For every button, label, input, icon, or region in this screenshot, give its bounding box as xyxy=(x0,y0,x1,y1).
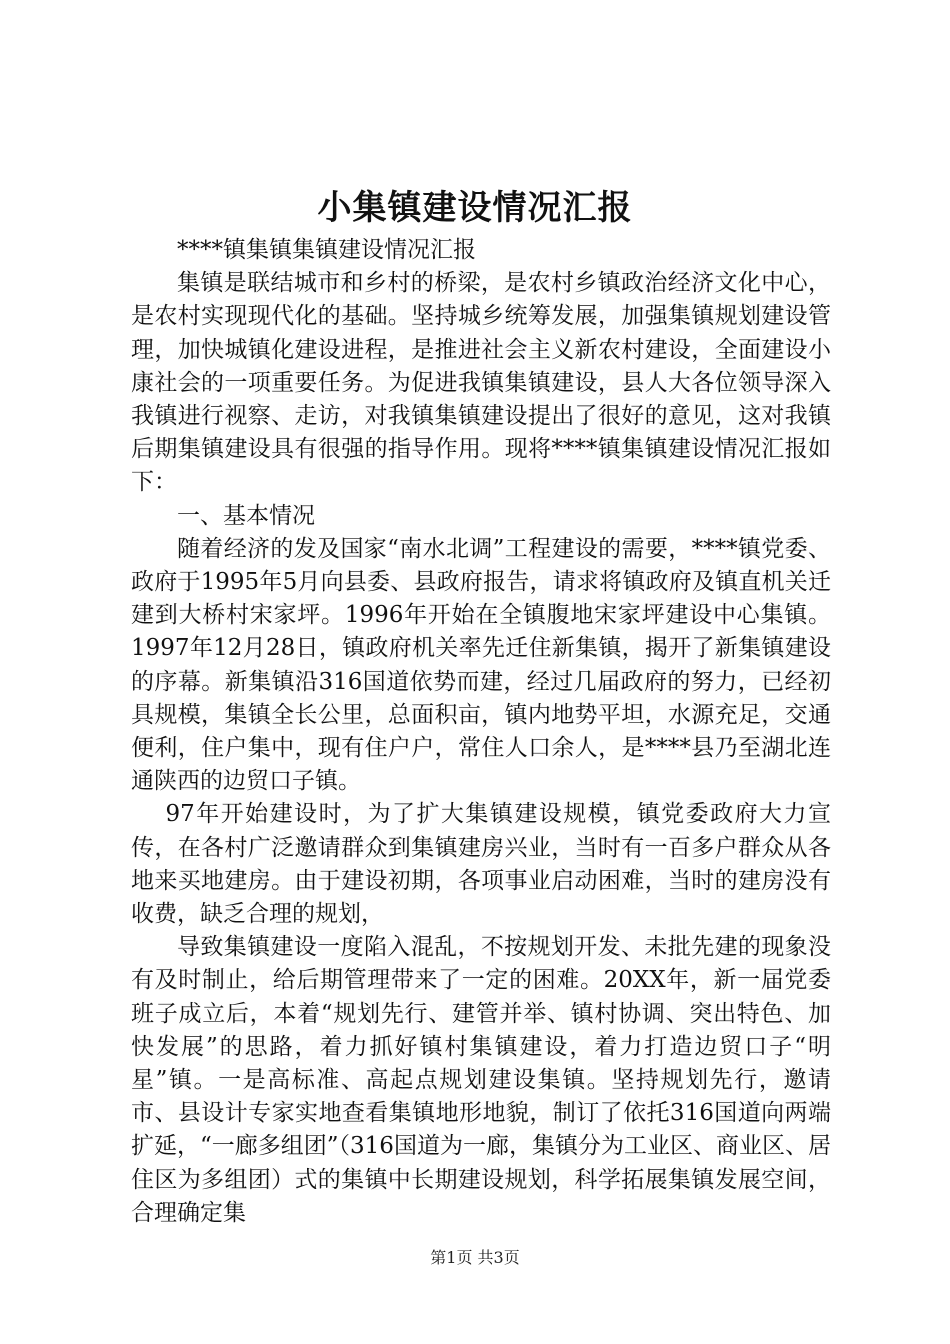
section-heading-basic: 一、基本情况 xyxy=(177,502,315,529)
document-title: 小集镇建设情况汇报 xyxy=(317,188,633,228)
paragraph-early-construction: 97年开始建设时，为了扩大集镇建设规模，镇党委政府大力宣传，在各村广泛邀请群众到集镇建房兴业，当时有一百多户群众从各地来买地建房。由于建设初期，各项事业启动困难，当时的建房没有收费，缺乏合理的规划， xyxy=(131,801,831,928)
document-body xyxy=(131,234,831,1230)
page-footer: 第1页 共3页 xyxy=(430,1248,520,1267)
paragraph-history: 随着经济的发及国家“南水北调”工程建设的需要，****镇党委、政府于1995年5月向县委、县政府报告，请求将镇政府及镇直机关迁建到大桥村宋家坪。1996年开始在全镇腹地宋家坪建设中心集镇。1997年12月28日，镇政府机关率先迁住新集镇，揭开了新集镇建设的序幕。新集镇沿316国道依势而建，经过几届政府的努力，已经初具规模，集镇全长公里，总面积亩，镇内地势平坦，水源充足，交通便利，住户集中，现有住户户，常住人口余人，是****县乃至湖北连通陕西的边贸口子镇。 xyxy=(131,535,831,795)
paragraph-intro: 集镇是联结城市和乡村的桥梁，是农村乡镇政治经济文化中心，是农村实现现代化的基础。坚持城乡统筹发展，加强集镇规划建设管理，加快城镇化建设进程，是推进社会主义新农村建设，全面建设小康社会的一项重要任务。为促进我镇集镇建设，县人大各位领导深入我镇进行视察、走访，对我镇集镇建设提出了很好的意见，这对我镇后期集镇建设具有很强的指导作用。现将****镇集镇建设情况汇报如下： xyxy=(131,270,831,496)
paragraph-planning: 导致集镇建设一度陷入混乱，不按规划开发、未批先建的现象没有及时制止，给后期管理带来了一定的困难。20XX年，新一届党委班子成立后，本着“规划先行、建管并举、镇村协调、突出特色、加快发展”的思路，着力抓好镇村集镇建设，着力打造边贸口子“明星”镇。一是高标准、高起点规划建设集镇。坚持规划先行，邀请市、县设计专家实地查看集镇地形地貌，制订了依托316国道向两端扩延，“一廊多组团”（316国道为一廊，集镇分为工业区、商业区、居住区为多组团）式的集镇中长期建设规划，科学拓展集镇发展空间，合理确定集 xyxy=(131,934,831,1226)
paragraph-subtitle: ****镇集镇集镇建设情况汇报 xyxy=(177,237,476,263)
